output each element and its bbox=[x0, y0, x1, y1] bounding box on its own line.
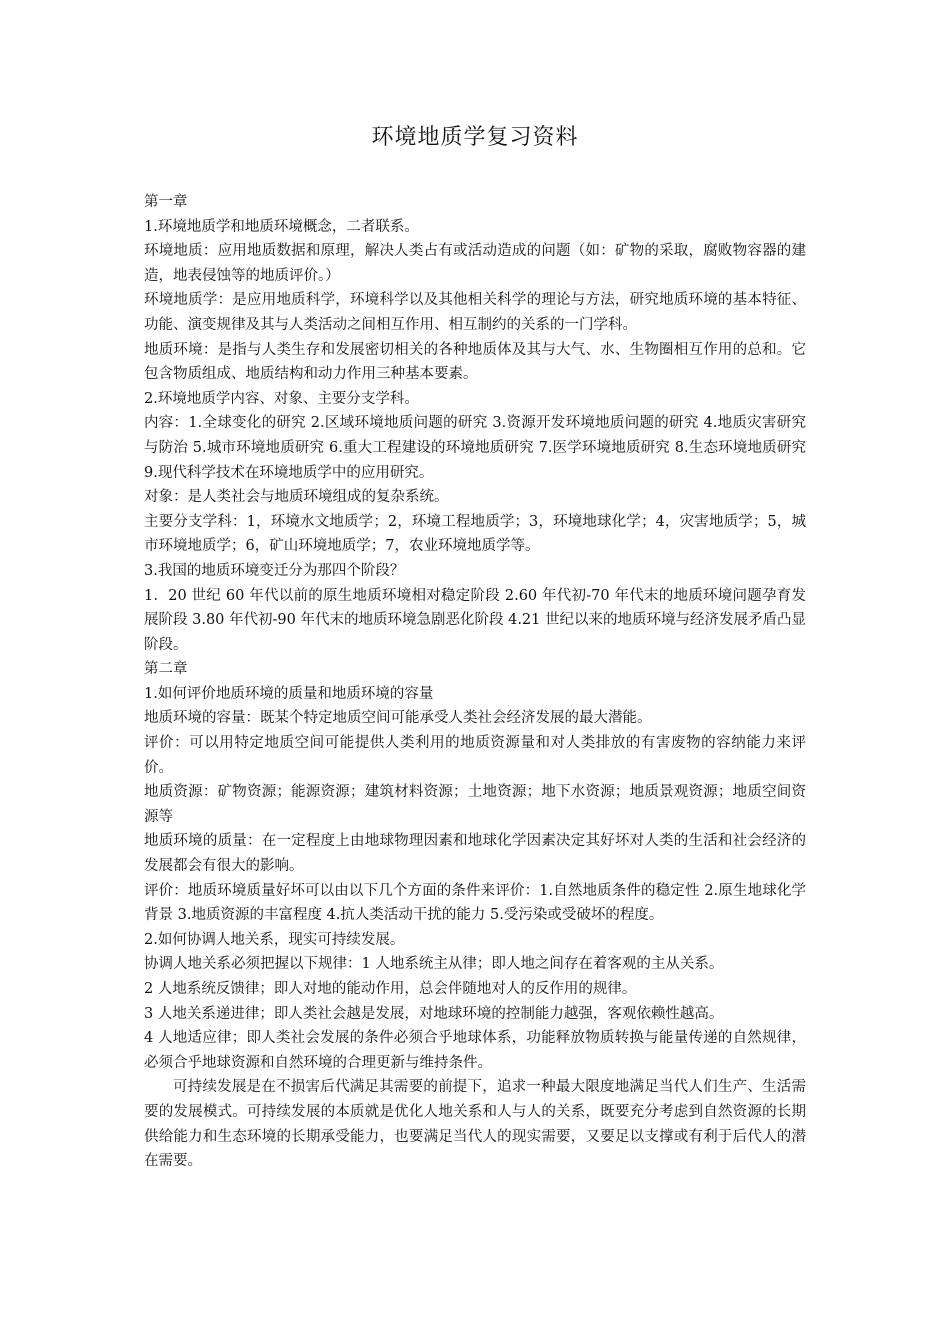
paragraph: 2 人地系统反馈律；即人对地的能动作用，总会伴随地对人的反作用的规律。 bbox=[144, 981, 637, 997]
paragraph: 1.如何评价地质环境的质量和地质环境的容量 bbox=[144, 685, 434, 702]
paragraph: 可持续发展是在不损害后代满足其需要的前提下，追求一种最大限度地满足当代人们生产、生活需要的发展模式。可持续发展的本质就是优化人地关系和人与人的关系，既要充分考虑到自然资源的长期供给能力和生态环境的长期承受能力，也要满足当代人的现实需要，又要足以支撑或有利于后代人的潜在需要。 bbox=[144, 1079, 806, 1170]
paragraph: 主要分支学科：1，环境水文地质学；2，环境工程地质学；3，环境地球化学；4，灾害地质学；5，城市环境地质学；6，矿山环境地质学；7，农业环境地质学等。 bbox=[144, 513, 806, 555]
paragraph: 3.我国的地质环境变迁分为那四个阶段？ bbox=[144, 562, 405, 579]
paragraph: 评价：地质环境质量好坏可以由以下几个方面的条件来评价：1.自然地质条件的稳定性 2.原生地球化学背景 3.地质资源的丰富程度 4.抗人类活动干扰的能力 5.受污染或受破坏的程度。 bbox=[144, 882, 806, 924]
paragraph: 第一章 bbox=[144, 194, 188, 210]
paragraph: 评价：可以用特定地质空间可能提供人类利用的地质资源量和对人类排放的有害废物的容纳能力来评价。 bbox=[144, 735, 806, 776]
paragraph: 2.如何协调人地关系，现实可持续发展。 bbox=[144, 931, 405, 948]
paragraph: 内容：1.全球变化的研究 2.区域环境地质问题的研究 3.资源开发环境地质问题的研究 4.地质灾害研究与防治 5.城市环境地质研究 6.重大工程建设的环境地质研究 7.医学环境地质研究 8.生态环境地质研究 9.现代科学技术在环境地质学中的应用研究。 bbox=[144, 415, 806, 481]
document-body bbox=[144, 190, 806, 1174]
paragraph: 对象：是人类社会与地质环境组成的复杂系统。 bbox=[144, 489, 449, 506]
paragraph: 1.环境地质学和地质环境概念，二者联系。 bbox=[144, 218, 419, 235]
paragraph: 4 人地适应律；即人类社会发展的条件必须合乎地球体系，功能释放物质转换与能量传递的自然规律，必须合乎地球资源和自然环境的合理更新与维持条件。 bbox=[144, 1030, 806, 1071]
paragraph: 地质环境的质量：在一定程度上由地球物理因素和地球化学因素决定其好坏对人类的生活和社会经济的发展都会有很大的影响。 bbox=[144, 833, 806, 875]
paragraph: 环境地质：应用地质数据和原理，解决人类占有或活动造成的问题（如：矿物的采取，腐败物容器的建造，地表侵蚀等的地质评价。） bbox=[144, 243, 806, 284]
paragraph: 协调人地关系必须把握以下规律：1 人地系统主从律；即人地之间存在着客观的主从关系。 bbox=[144, 956, 724, 973]
document-title: 环境地质学复习资料 bbox=[371, 125, 579, 150]
paragraph: 地质资源：矿物资源；能源资源；建筑材料资源；土地资源；地下水资源；地质景观资源；地质空间资源等 bbox=[144, 784, 806, 825]
paragraph: 2.环境地质学内容、对象、主要分支学科。 bbox=[144, 390, 419, 407]
paragraph: 第二章 bbox=[144, 661, 188, 678]
paragraph: 3 人地关系递进律；即人类社会越是发展，对地球环境的控制能力越强，客观依赖性越高。 bbox=[144, 1005, 724, 1022]
paragraph: 地质环境：是指与人类生存和发展密切相关的各种地质体及其与大气、水、生物圈相互作用的总和。它包含物质组成、地质结构和动力作用三种基本要素。 bbox=[144, 341, 806, 383]
paragraph: 地质环境的容量：既某个特定地质空间可能承受人类社会经济发展的最大潜能。 bbox=[144, 710, 652, 727]
paragraph: 1．20 世纪 60 年代以前的原生地质环境相对稳定阶段 2.60 年代初-70 年代末的地质环境问题孕育发展阶段 3.80 年代初-90 年代末的地质环境急剧恶化阶段 4.21 世纪以来的地质环境与经济发展矛盾凸显阶段。 bbox=[144, 587, 806, 653]
paragraph: 环境地质学：是应用地质科学，环境科学以及其他相关科学的理论与方法，研究地质环境的基本特征、功能、演变规律及其与人类活动之间相互作用、相互制约的关系的一门学科。 bbox=[144, 292, 806, 333]
